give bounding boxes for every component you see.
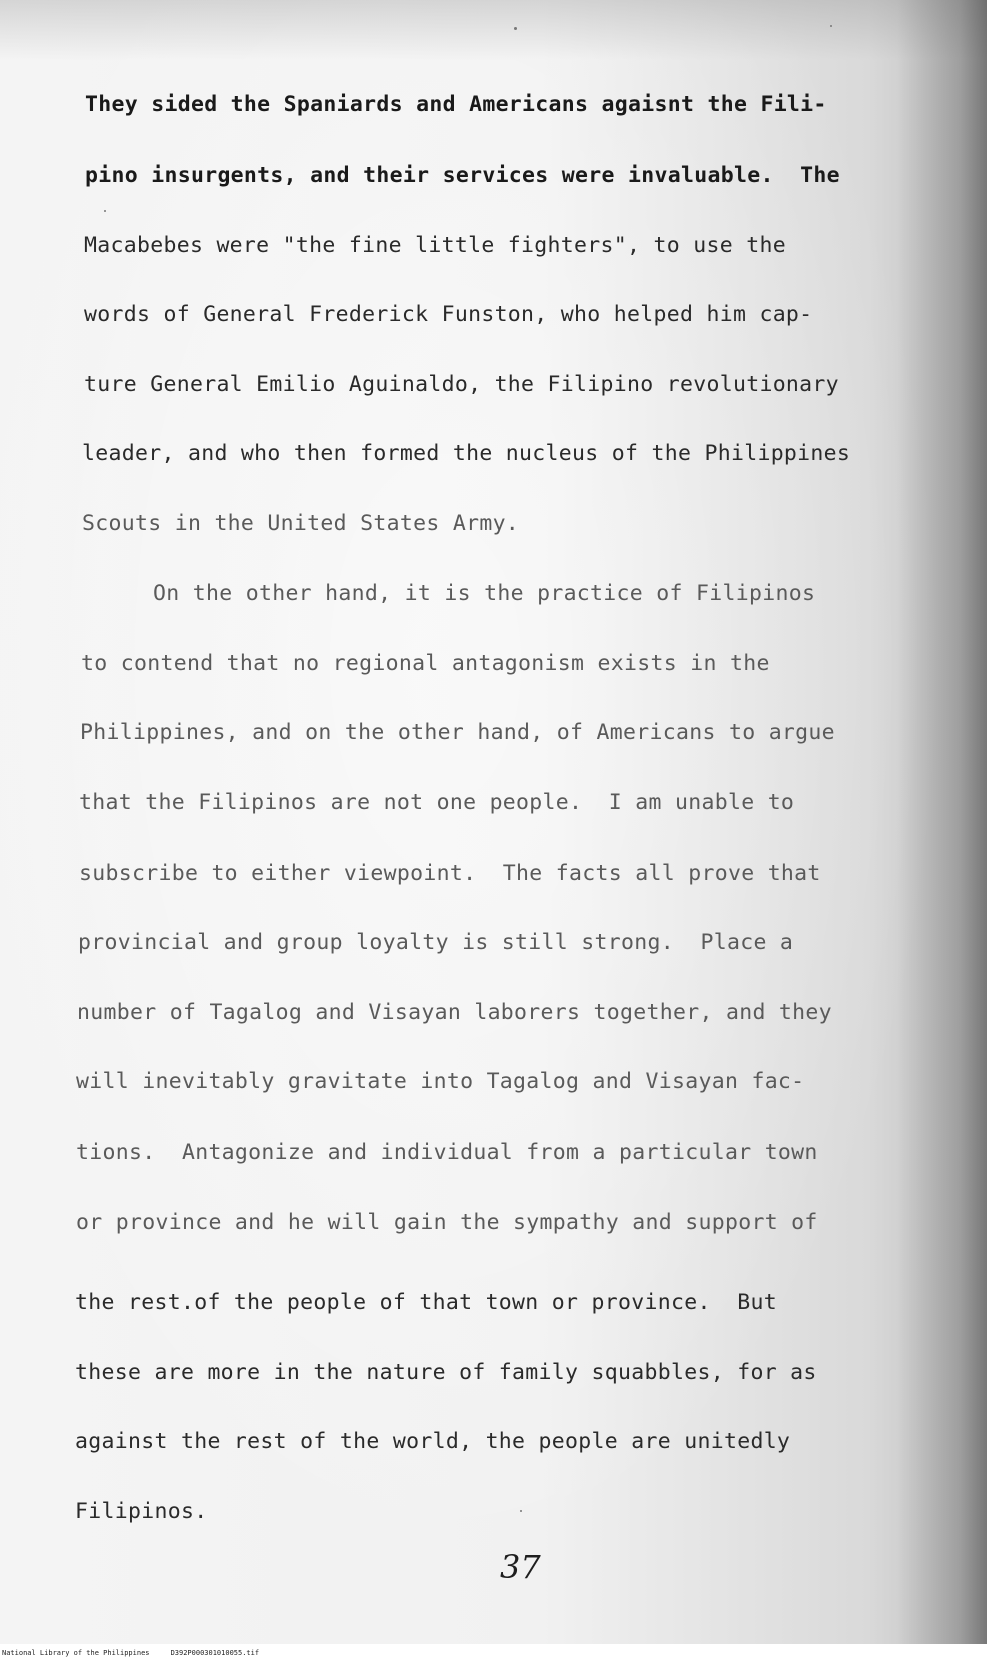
text-line: the rest.of the people of that town or province. But: [75, 1290, 777, 1315]
scan-top-shadow: [0, 0, 987, 60]
text-line: will inevitably gravitate into Tagalog and Visayan fac-: [76, 1069, 805, 1094]
text-line: Macabebes were "the fine little fighters", to use the: [84, 233, 786, 258]
text-line: words of General Frederick Funston, who helped him cap-: [84, 302, 813, 327]
text-line: They sided the Spaniards and Americans agaisnt the Fili-: [85, 92, 827, 117]
text-line: pino insurgents, and their services were invaluable. The: [85, 163, 840, 188]
text-line: On the other hand, it is the practice of Filipinos: [153, 581, 816, 606]
scan-speck: [104, 210, 106, 212]
text-line: to contend that no regional antagonism exists in the: [81, 651, 770, 676]
text-line: Filipinos.: [75, 1499, 208, 1524]
text-line: Philippines, and on the other hand, of Americans to argue: [80, 720, 835, 745]
page-number: 37: [500, 1548, 541, 1586]
text-line: tions. Antagonize and individual from a particular town: [76, 1140, 818, 1165]
text-line: subscribe to either viewpoint. The facts all prove that: [79, 861, 821, 886]
text-line: Scouts in the United States Army.: [82, 511, 520, 536]
scan-speck: [830, 25, 832, 27]
scan-footer-label: National Library of the Philippines D392P000301010055.tif: [2, 1649, 260, 1657]
text-line: number of Tagalog and Visayan laborers together, and they: [77, 1000, 832, 1025]
text-line: ture General Emilio Aguinaldo, the Filipino revolutionary: [84, 372, 839, 397]
scan-speck: [514, 27, 517, 30]
text-line: that the Filipinos are not one people. I am unable to: [79, 790, 795, 815]
text-line: against the rest of the world, the people are unitedly: [75, 1429, 791, 1454]
scan-speck: [520, 1510, 522, 1512]
text-line: these are more in the nature of family squabbles, for as: [75, 1360, 817, 1385]
scan-footer: [0, 1644, 987, 1658]
scan-edge-shadow: [897, 0, 987, 1658]
text-line: or province and he will gain the sympathy and support of: [76, 1210, 818, 1235]
text-line: leader, and who then formed the nucleus of the Philippines: [82, 441, 851, 466]
text-line: provincial and group loyalty is still strong. Place a: [78, 930, 794, 955]
